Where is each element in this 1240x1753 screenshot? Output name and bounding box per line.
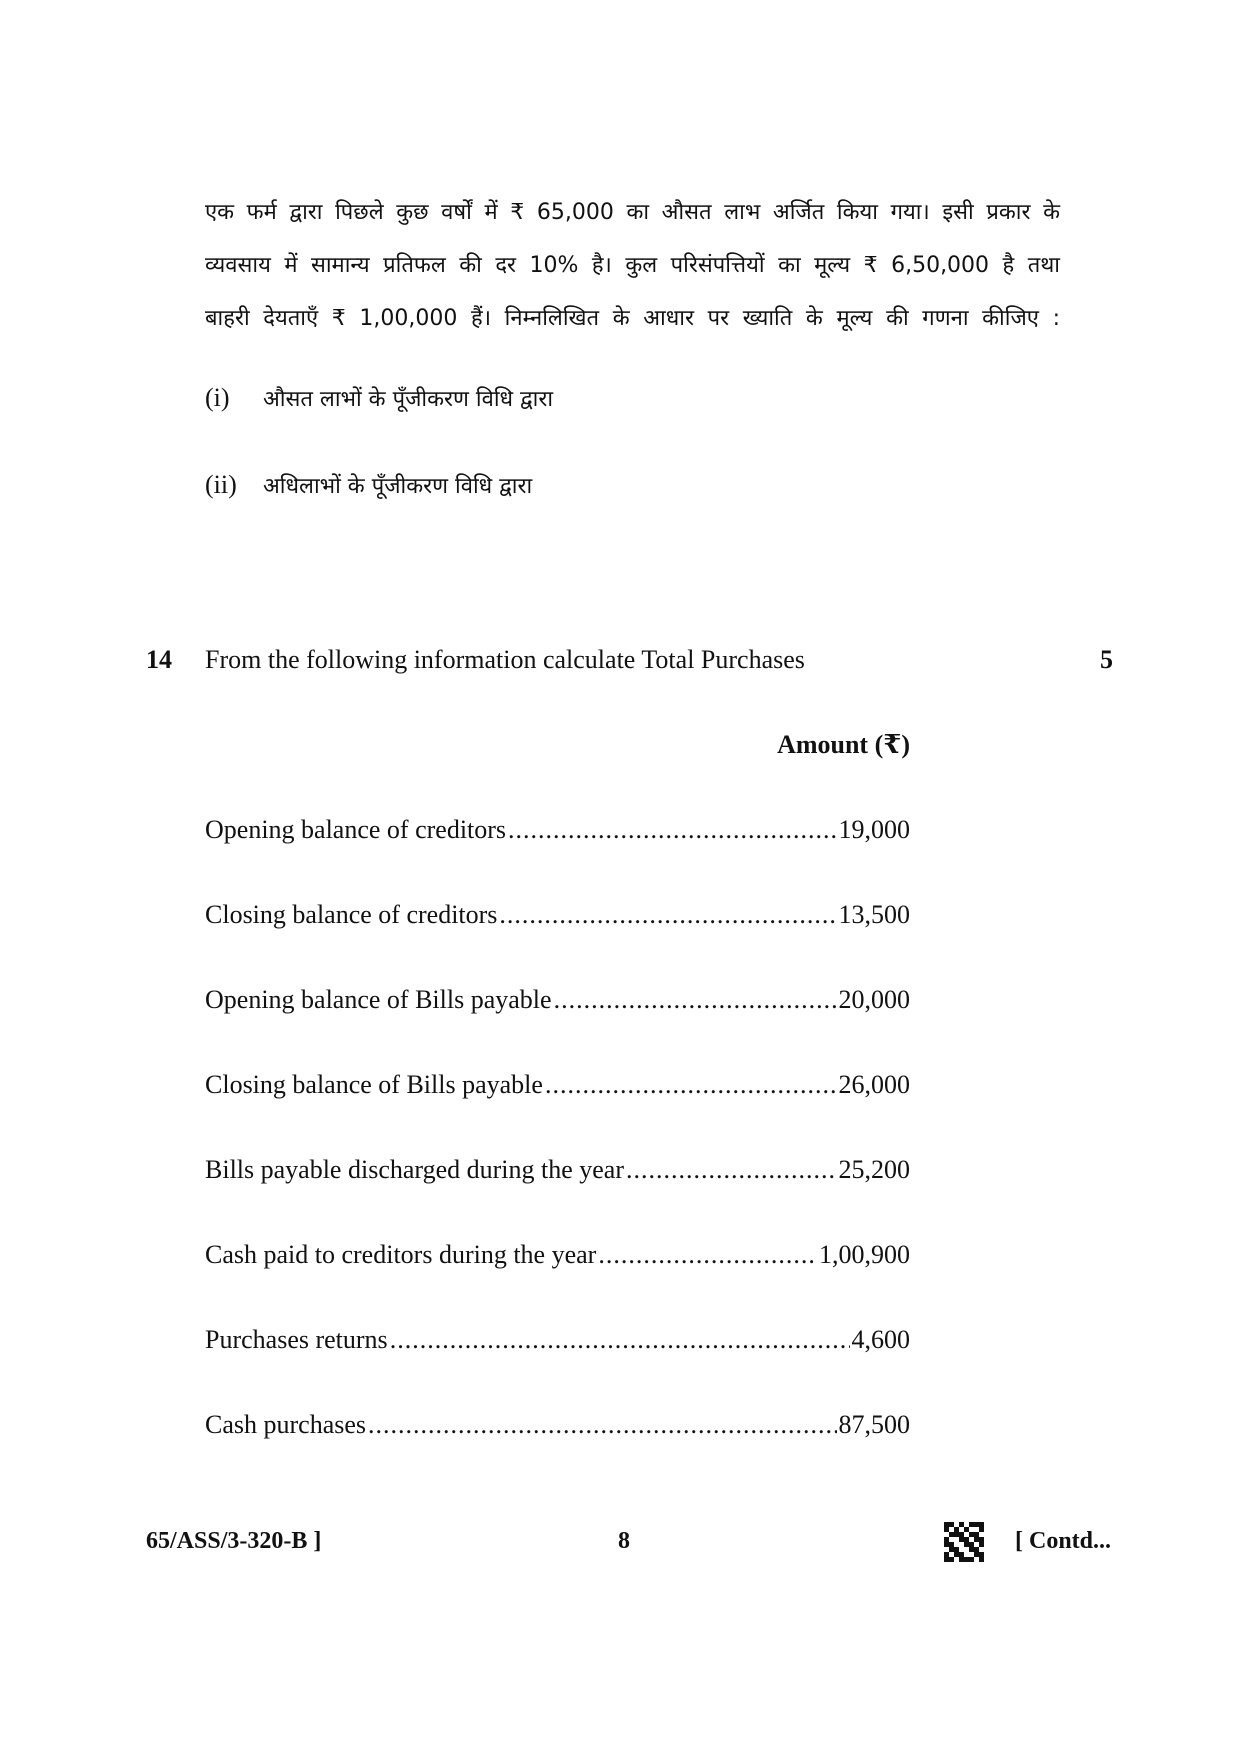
item-value: 1,00,900 <box>819 1240 910 1269</box>
question-text: From the following information calculate Total Purchases <box>205 645 805 674</box>
item-label: Cash paid to creditors during the year <box>205 1240 597 1269</box>
list-item <box>205 1240 910 1325</box>
item-label: Closing balance of Bills payable <box>205 1070 543 1099</box>
hindi-subpart-2 <box>205 470 532 500</box>
hindi-question-paragraph <box>205 186 1060 345</box>
subpart-text: अधिलाभों के पूँजीकरण विधि द्वारा <box>263 474 533 499</box>
question-marks: 5 <box>1100 645 1113 674</box>
item-label: Opening balance of creditors <box>205 815 507 844</box>
dot-leader <box>598 1240 817 1270</box>
item-value: 19,000 <box>838 815 910 844</box>
item-value: 25,200 <box>838 1155 910 1184</box>
list-item <box>205 815 910 900</box>
continued-label: [ Contd... <box>1015 1528 1112 1554</box>
item-label: Bills payable discharged during the year <box>205 1155 625 1184</box>
dot-leader <box>368 1410 836 1440</box>
purchase-items-list <box>205 815 910 1495</box>
hindi-subpart-1 <box>205 383 553 413</box>
hindi-line-2: व्यवसाय में सामान्य प्रतिफल की दर 10% है। कुल परिसंपत्तियों का मूल्य ₹ 6,50,000 है तथा <box>205 253 1060 278</box>
hindi-line-3: बाहरी देयताएँ ₹ 1,00,000 हैं। निम्नलिखित के आधार पर ख्याति के मूल्य की गणना कीजिए : <box>205 306 1060 331</box>
subpart-number: (ii) <box>205 470 237 499</box>
list-item <box>205 1070 910 1155</box>
dot-leader <box>626 1155 836 1185</box>
dot-leader <box>554 985 837 1015</box>
dot-leader <box>508 815 836 845</box>
list-item <box>205 1410 910 1495</box>
dot-leader <box>499 900 836 930</box>
page-number: 8 <box>618 1528 630 1554</box>
item-label: Closing balance of creditors <box>205 900 498 929</box>
subpart-text: औसत लाभों के पूँजीकरण विधि द्वारा <box>263 387 554 412</box>
item-value: 20,000 <box>838 985 910 1014</box>
item-value: 87,500 <box>838 1410 910 1439</box>
amount-heading: Amount (₹) <box>777 730 910 759</box>
dot-leader <box>545 1070 837 1100</box>
dot-leader <box>390 1325 850 1355</box>
list-item <box>205 900 910 985</box>
qr-code-icon <box>944 1522 984 1562</box>
hindi-line-1: एक फर्म द्वारा पिछले कुछ वर्षों में ₹ 65,000 का औसत लाभ अर्जित किया गया। इसी प्रकार के <box>205 200 1060 225</box>
item-value: 13,500 <box>838 900 910 929</box>
question-number: 14 <box>146 645 172 674</box>
subpart-number: (i) <box>205 383 230 412</box>
item-value: 26,000 <box>838 1070 910 1099</box>
list-item <box>205 1155 910 1240</box>
list-item <box>205 985 910 1070</box>
list-item <box>205 1325 910 1410</box>
item-label: Opening balance of Bills payable <box>205 985 552 1014</box>
paper-code: 65/ASS/3-320-B ] <box>146 1528 322 1554</box>
item-label: Purchases returns <box>205 1325 388 1354</box>
item-label: Cash purchases <box>205 1410 367 1439</box>
item-value: 4,600 <box>851 1325 910 1354</box>
